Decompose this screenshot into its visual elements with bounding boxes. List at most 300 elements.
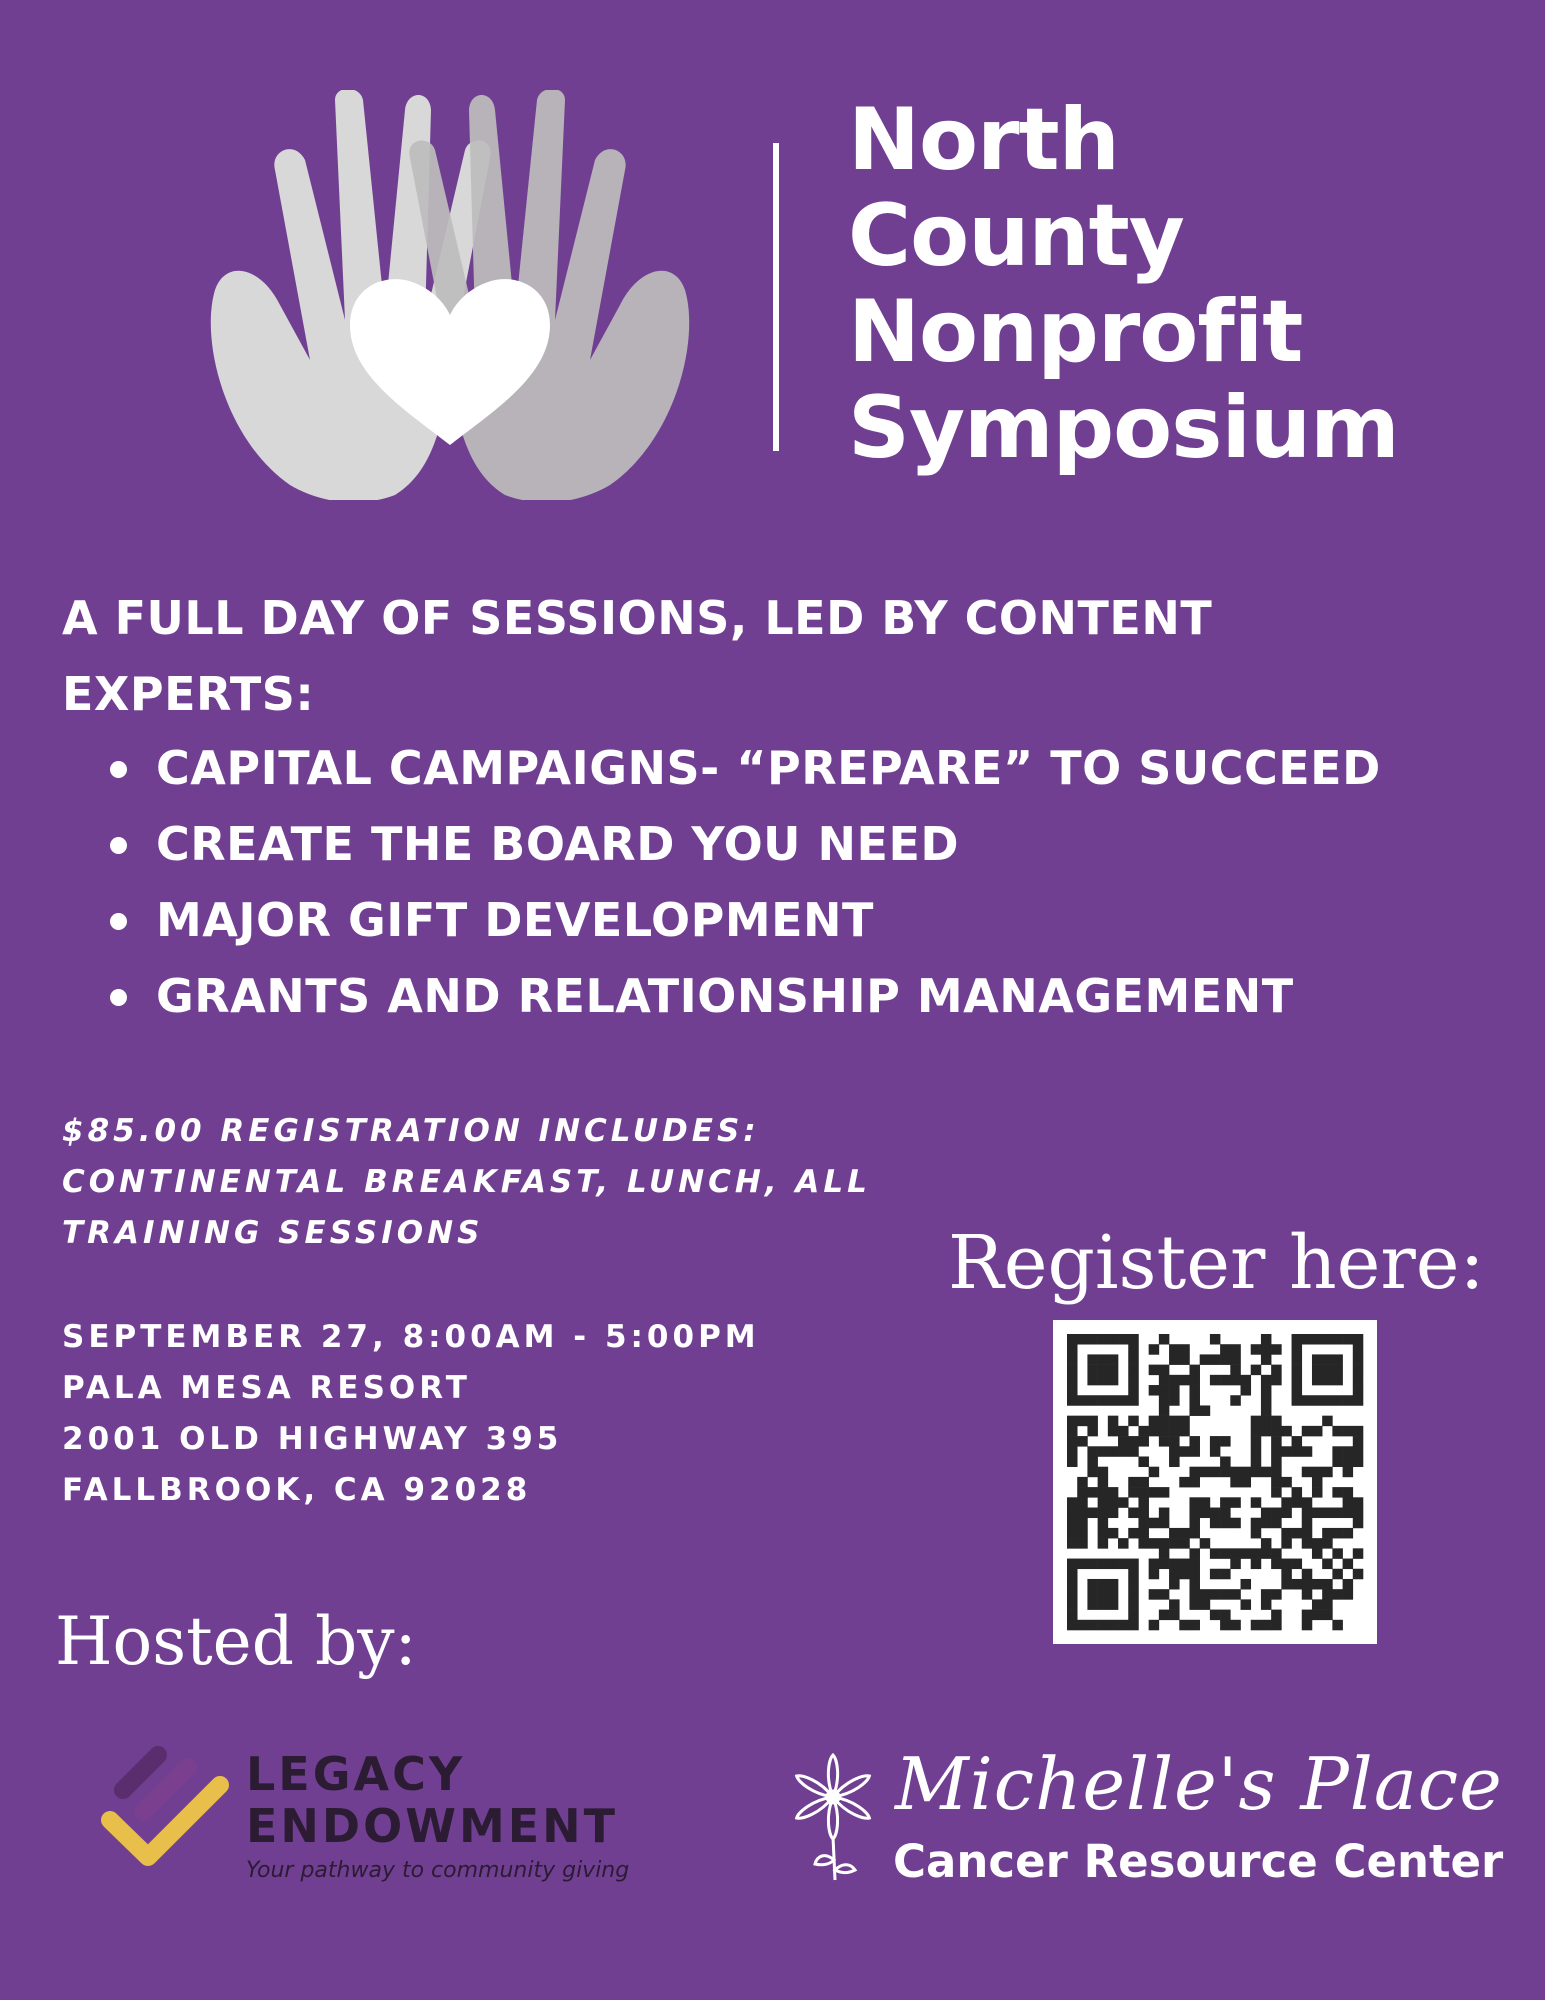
legacy-name-line: LEGACY xyxy=(246,1747,466,1801)
qr-module xyxy=(1261,1508,1272,1519)
qr-module xyxy=(1169,1610,1180,1621)
qr-module xyxy=(1087,1375,1098,1386)
qr-module xyxy=(1077,1395,1088,1406)
qr-module xyxy=(1251,1416,1262,1427)
qr-module xyxy=(1353,1446,1364,1457)
qr-module xyxy=(1138,1497,1149,1508)
qr-module xyxy=(1210,1446,1221,1457)
qr-module xyxy=(1067,1538,1078,1549)
qr-module xyxy=(1128,1589,1139,1600)
qr-module xyxy=(1322,1467,1333,1478)
qr-module xyxy=(1098,1375,1109,1386)
qr-module xyxy=(1149,1416,1160,1427)
qr-module xyxy=(1200,1354,1211,1365)
qr-module xyxy=(1332,1508,1343,1519)
bullet-icon xyxy=(110,913,127,930)
qr-module xyxy=(1149,1344,1160,1355)
qr-module xyxy=(1098,1395,1109,1406)
qr-module xyxy=(1220,1436,1231,1447)
qr-module xyxy=(1210,1589,1221,1600)
qr-module xyxy=(1169,1579,1180,1590)
qr-module xyxy=(1281,1579,1292,1590)
qr-module xyxy=(1189,1589,1200,1600)
qr-module xyxy=(1087,1589,1098,1600)
qr-module xyxy=(1343,1487,1354,1498)
qr-module xyxy=(1087,1599,1098,1610)
qr-module xyxy=(1292,1497,1303,1508)
qr-module xyxy=(1159,1334,1170,1345)
qr-module xyxy=(1220,1518,1231,1529)
qr-module xyxy=(1281,1569,1292,1580)
qr-module xyxy=(1312,1375,1323,1386)
qr-module xyxy=(1169,1416,1180,1427)
qr-module xyxy=(1220,1467,1231,1478)
qr-module xyxy=(1067,1579,1078,1590)
qr-module xyxy=(1189,1518,1200,1529)
qr-module xyxy=(1159,1589,1170,1600)
qr-module xyxy=(1087,1395,1098,1406)
qr-module xyxy=(1118,1334,1129,1345)
qr-module xyxy=(1261,1589,1272,1600)
qr-module xyxy=(1261,1426,1272,1437)
qr-module xyxy=(1302,1518,1313,1529)
qr-module xyxy=(1271,1620,1282,1631)
qr-module xyxy=(1343,1395,1354,1406)
qr-module xyxy=(1261,1467,1272,1478)
session-label: GRANTS AND RELATIONSHIP MANAGEMENT xyxy=(156,969,1294,1023)
qr-module xyxy=(1098,1354,1109,1365)
qr-module xyxy=(1098,1446,1109,1457)
qr-module xyxy=(1149,1518,1160,1529)
qr-module xyxy=(1332,1620,1343,1631)
qr-module xyxy=(1302,1497,1313,1508)
qr-module xyxy=(1128,1354,1139,1365)
qr-module xyxy=(1343,1456,1354,1467)
qr-module xyxy=(1189,1508,1200,1519)
qr-module xyxy=(1098,1477,1109,1488)
qr-module xyxy=(1128,1416,1139,1427)
qr-module xyxy=(1220,1610,1231,1621)
qr-module xyxy=(1189,1497,1200,1508)
qr-module xyxy=(1230,1548,1241,1559)
qr-module xyxy=(1312,1610,1323,1621)
qr-module xyxy=(1067,1426,1078,1437)
qr-module xyxy=(1261,1334,1272,1345)
qr-module xyxy=(1343,1528,1354,1539)
qr-module xyxy=(1261,1599,1272,1610)
qr-module xyxy=(1353,1365,1364,1376)
qr-module xyxy=(1087,1426,1098,1437)
qr-module xyxy=(1302,1508,1313,1519)
intro-line: EXPERTS: xyxy=(62,667,315,721)
bullet-icon xyxy=(110,761,127,778)
venue-name: PALA MESA RESORT xyxy=(62,1370,471,1406)
qr-module xyxy=(1108,1599,1119,1610)
qr-module xyxy=(1302,1579,1313,1590)
qr-module xyxy=(1179,1620,1190,1631)
qr-module xyxy=(1353,1375,1364,1386)
qr-module xyxy=(1281,1508,1292,1519)
qr-module xyxy=(1353,1569,1364,1580)
qr-module xyxy=(1189,1569,1200,1580)
qr-module xyxy=(1261,1416,1272,1427)
michelles-place-name: Michelle's Place xyxy=(895,1742,1503,1826)
qr-module xyxy=(1230,1477,1241,1488)
qr-module xyxy=(1189,1375,1200,1386)
qr-module xyxy=(1159,1436,1170,1447)
qr-module xyxy=(1179,1528,1190,1539)
qr-module xyxy=(1261,1620,1272,1631)
qr-module xyxy=(1302,1528,1313,1539)
qr-module xyxy=(1241,1467,1252,1478)
qr-module xyxy=(1312,1334,1323,1345)
qr-module xyxy=(1118,1620,1129,1631)
qr-module xyxy=(1230,1518,1241,1529)
qr-module xyxy=(1108,1508,1119,1519)
qr-module xyxy=(1128,1528,1139,1539)
qr-module xyxy=(1128,1610,1139,1621)
qr-module xyxy=(1067,1456,1078,1467)
qr-module xyxy=(1261,1518,1272,1529)
qr-module xyxy=(1220,1548,1231,1559)
qr-module xyxy=(1128,1477,1139,1488)
qr-module xyxy=(1138,1487,1149,1498)
qr-module xyxy=(1128,1344,1139,1355)
qr-module xyxy=(1302,1334,1313,1345)
qr-module xyxy=(1322,1589,1333,1600)
qr-module xyxy=(1353,1385,1364,1396)
qr-module xyxy=(1159,1416,1170,1427)
qr-module xyxy=(1251,1497,1262,1508)
qr-module xyxy=(1098,1599,1109,1610)
qr-module xyxy=(1067,1569,1078,1580)
qr-module xyxy=(1332,1569,1343,1580)
qr-module xyxy=(1332,1375,1343,1386)
qr-module xyxy=(1312,1548,1323,1559)
qr-module xyxy=(1098,1334,1109,1345)
qr-module xyxy=(1108,1416,1119,1427)
qr-module xyxy=(1292,1579,1303,1590)
qr-module xyxy=(1179,1416,1190,1427)
qr-module xyxy=(1098,1467,1109,1478)
qr-module xyxy=(1067,1416,1078,1427)
qr-module xyxy=(1077,1620,1088,1631)
qr-module xyxy=(1200,1497,1211,1508)
qr-module xyxy=(1179,1446,1190,1457)
qr-module xyxy=(1118,1446,1129,1457)
qr-module xyxy=(1271,1365,1282,1376)
qr-module xyxy=(1189,1477,1200,1488)
qr-module xyxy=(1281,1426,1292,1437)
qr-module xyxy=(1169,1538,1180,1549)
qr-module xyxy=(1220,1344,1231,1355)
qr-module xyxy=(1251,1365,1262,1376)
qr-module xyxy=(1322,1599,1333,1610)
hosted-by-label: Hosted by: xyxy=(55,1603,417,1680)
qr-module xyxy=(1118,1559,1129,1570)
qr-module xyxy=(1322,1538,1333,1549)
qr-module xyxy=(1343,1334,1354,1345)
qr-module xyxy=(1343,1559,1354,1570)
qr-module xyxy=(1322,1334,1333,1345)
qr-module xyxy=(1210,1467,1221,1478)
qr-module xyxy=(1332,1354,1343,1365)
qr-module xyxy=(1077,1518,1088,1529)
qr-module xyxy=(1077,1528,1088,1539)
qr-module xyxy=(1251,1456,1262,1467)
qr-module xyxy=(1281,1446,1292,1457)
qr-module xyxy=(1169,1599,1180,1610)
qr-module xyxy=(1128,1375,1139,1386)
qr-module xyxy=(1292,1344,1303,1355)
qr-module xyxy=(1302,1620,1313,1631)
qr-module xyxy=(1149,1385,1160,1396)
qr-module xyxy=(1312,1467,1323,1478)
registration-pricing xyxy=(62,1106,962,1259)
qr-module xyxy=(1108,1620,1119,1631)
qr-module xyxy=(1128,1559,1139,1570)
qr-module xyxy=(1077,1334,1088,1345)
qr-module xyxy=(1322,1375,1333,1386)
qr-module xyxy=(1098,1365,1109,1376)
qr-module xyxy=(1271,1589,1282,1600)
qr-module xyxy=(1159,1375,1170,1386)
qr-module xyxy=(1067,1385,1078,1396)
qr-module xyxy=(1210,1548,1221,1559)
qr-module xyxy=(1098,1508,1109,1519)
qr-module xyxy=(1322,1559,1333,1570)
qr-module xyxy=(1098,1559,1109,1570)
qr-module xyxy=(1169,1344,1180,1355)
pricing-line: TRAINING SESSIONS xyxy=(62,1215,484,1251)
qr-module xyxy=(1179,1538,1190,1549)
qr-module xyxy=(1067,1334,1078,1345)
qr-module xyxy=(1077,1497,1088,1508)
session-item xyxy=(110,730,1510,806)
qr-module xyxy=(1271,1467,1282,1478)
qr-module xyxy=(1292,1559,1303,1570)
qr-module xyxy=(1159,1395,1170,1406)
qr-module xyxy=(1087,1416,1098,1427)
qr-module xyxy=(1189,1446,1200,1457)
qr-module xyxy=(1169,1528,1180,1539)
qr-module xyxy=(1159,1610,1170,1621)
qr-module xyxy=(1230,1589,1241,1600)
qr-module xyxy=(1108,1375,1119,1386)
qr-module xyxy=(1261,1354,1272,1365)
qr-module xyxy=(1077,1487,1088,1498)
qr-module xyxy=(1281,1559,1292,1570)
qr-module xyxy=(1322,1365,1333,1376)
qr-module xyxy=(1302,1426,1313,1437)
qr-module xyxy=(1159,1518,1170,1529)
qr-module xyxy=(1281,1538,1292,1549)
qr-module xyxy=(1292,1365,1303,1376)
qr-module xyxy=(1261,1395,1272,1406)
qr-module xyxy=(1159,1548,1170,1559)
qr-module xyxy=(1077,1538,1088,1549)
qr-module xyxy=(1067,1620,1078,1631)
qr-module xyxy=(1200,1538,1211,1549)
intro-text xyxy=(62,580,1462,732)
qr-module xyxy=(1067,1610,1078,1621)
qr-module xyxy=(1302,1467,1313,1478)
qr-module xyxy=(1271,1456,1282,1467)
qr-module xyxy=(1271,1508,1282,1519)
qr-module xyxy=(1179,1569,1190,1580)
qr-module xyxy=(1067,1589,1078,1600)
qr-module xyxy=(1087,1467,1098,1478)
qr-module xyxy=(1281,1497,1292,1508)
qr-module xyxy=(1251,1548,1262,1559)
qr-module xyxy=(1312,1508,1323,1519)
qr-module xyxy=(1149,1365,1160,1376)
qr-module xyxy=(1230,1344,1241,1355)
qr-module xyxy=(1087,1620,1098,1631)
qr-module xyxy=(1302,1395,1313,1406)
qr-module xyxy=(1230,1467,1241,1478)
qr-module xyxy=(1230,1375,1241,1386)
qr-module xyxy=(1128,1569,1139,1580)
qr-module xyxy=(1149,1487,1160,1498)
qr-module xyxy=(1261,1548,1272,1559)
qr-module xyxy=(1077,1416,1088,1427)
qr-module xyxy=(1108,1354,1119,1365)
qr-module xyxy=(1302,1538,1313,1549)
qr-module xyxy=(1108,1528,1119,1539)
qr-module xyxy=(1189,1385,1200,1396)
qr-module xyxy=(1189,1579,1200,1590)
qr-module xyxy=(1312,1579,1323,1590)
qr-module xyxy=(1210,1518,1221,1529)
qr-module xyxy=(1271,1477,1282,1488)
qr-module xyxy=(1251,1528,1262,1539)
qr-module xyxy=(1128,1385,1139,1396)
qr-module xyxy=(1128,1334,1139,1345)
qr-module xyxy=(1108,1589,1119,1600)
qr-module xyxy=(1108,1579,1119,1590)
qr-module xyxy=(1220,1508,1231,1519)
qr-module xyxy=(1220,1569,1231,1580)
qr-module xyxy=(1210,1334,1221,1345)
qr-module xyxy=(1241,1599,1252,1610)
title-line: Nonprofit xyxy=(848,282,1303,382)
qr-module xyxy=(1169,1559,1180,1570)
qr-module xyxy=(1332,1456,1343,1467)
qr-module xyxy=(1087,1446,1098,1457)
session-item xyxy=(110,806,1510,882)
qr-module xyxy=(1179,1375,1190,1386)
qr-module xyxy=(1271,1548,1282,1559)
flower-icon xyxy=(785,1752,885,1884)
qr-module xyxy=(1353,1497,1364,1508)
qr-code-icon[interactable] xyxy=(1053,1320,1377,1644)
qr-module xyxy=(1159,1487,1170,1498)
qr-module xyxy=(1108,1395,1119,1406)
qr-module xyxy=(1302,1610,1313,1621)
event-date: SEPTEMBER 27, 8:00AM - 5:00PM xyxy=(62,1319,760,1355)
qr-module xyxy=(1271,1436,1282,1447)
qr-module xyxy=(1138,1528,1149,1539)
register-label: Register here: xyxy=(948,1220,1485,1306)
qr-module xyxy=(1098,1487,1109,1498)
qr-module xyxy=(1332,1548,1343,1559)
legacy-tagline: Your pathway to community giving xyxy=(246,1858,630,1883)
qr-module xyxy=(1271,1344,1282,1355)
qr-module xyxy=(1189,1548,1200,1559)
qr-module xyxy=(1271,1446,1282,1457)
qr-module xyxy=(1108,1334,1119,1345)
qr-module xyxy=(1271,1426,1282,1437)
qr-module xyxy=(1149,1559,1160,1570)
qr-module xyxy=(1343,1446,1354,1457)
qr-module xyxy=(1251,1436,1262,1447)
qr-module xyxy=(1312,1599,1323,1610)
michelles-place-subtitle: Cancer Resource Center xyxy=(893,1835,1504,1888)
qr-module xyxy=(1067,1599,1078,1610)
pricing-line: CONTINENTAL BREAKFAST, LUNCH, ALL xyxy=(62,1164,871,1200)
legacy-endowment-name xyxy=(246,1748,618,1852)
qr-module xyxy=(1108,1487,1119,1498)
qr-module xyxy=(1332,1334,1343,1345)
qr-module xyxy=(1189,1365,1200,1376)
session-item xyxy=(110,958,1510,1034)
qr-module xyxy=(1210,1610,1221,1621)
qr-module xyxy=(1353,1395,1364,1406)
qr-module xyxy=(1353,1334,1364,1345)
qr-module xyxy=(1271,1559,1282,1570)
qr-module xyxy=(1271,1375,1282,1386)
qr-module xyxy=(1292,1334,1303,1345)
qr-module xyxy=(1312,1477,1323,1488)
qr-module xyxy=(1118,1436,1129,1447)
qr-module xyxy=(1118,1426,1129,1437)
qr-module xyxy=(1241,1477,1252,1488)
qr-module xyxy=(1353,1456,1364,1467)
qr-module xyxy=(1312,1395,1323,1406)
qr-module xyxy=(1067,1446,1078,1457)
qr-module xyxy=(1128,1436,1139,1447)
qr-module xyxy=(1210,1569,1221,1580)
qr-module xyxy=(1108,1365,1119,1376)
title-line: North xyxy=(848,90,1119,190)
qr-module xyxy=(1220,1456,1231,1467)
qr-module xyxy=(1128,1599,1139,1610)
qr-module xyxy=(1220,1497,1231,1508)
qr-module xyxy=(1200,1405,1211,1416)
qr-module xyxy=(1169,1446,1180,1457)
session-item xyxy=(110,882,1510,958)
qr-module xyxy=(1067,1436,1078,1447)
session-label: MAJOR GIFT DEVELOPMENT xyxy=(156,893,874,947)
qr-module xyxy=(1312,1365,1323,1376)
qr-module xyxy=(1353,1344,1364,1355)
qr-module xyxy=(1087,1354,1098,1365)
qr-module xyxy=(1312,1426,1323,1437)
qr-module xyxy=(1159,1559,1170,1570)
qr-module xyxy=(1128,1620,1139,1631)
qr-module xyxy=(1220,1589,1231,1600)
qr-module xyxy=(1292,1385,1303,1396)
qr-module xyxy=(1087,1334,1098,1345)
qr-module xyxy=(1302,1446,1313,1457)
qr-module xyxy=(1087,1559,1098,1570)
qr-module xyxy=(1230,1559,1241,1570)
qr-module xyxy=(1169,1354,1180,1365)
qr-module xyxy=(1343,1579,1354,1590)
qr-module xyxy=(1138,1518,1149,1529)
qr-module xyxy=(1189,1467,1200,1478)
